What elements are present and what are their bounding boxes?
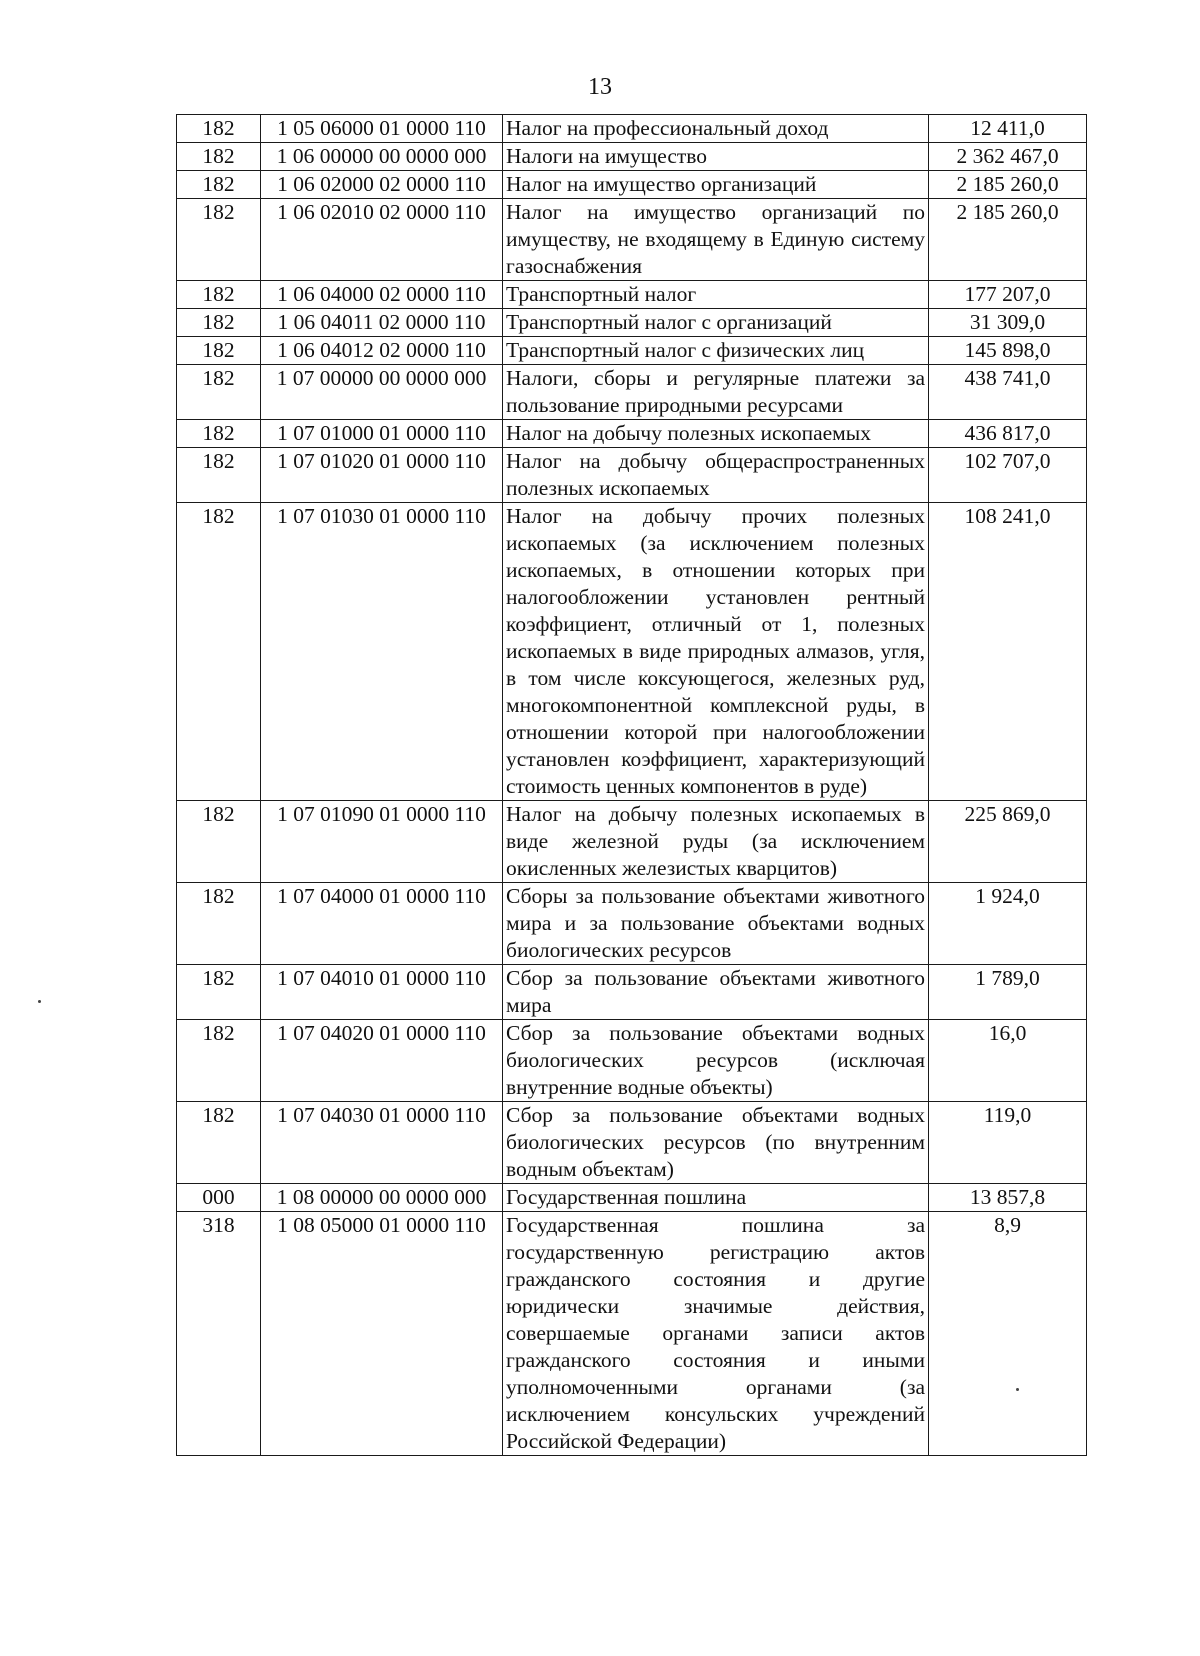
budget-classification-code-cell: 1 06 04000 02 0000 110 bbox=[261, 281, 503, 309]
table-row bbox=[177, 1184, 1087, 1212]
amount-cell: 145 898,0 bbox=[929, 337, 1087, 365]
budget-classification-code-cell: 1 07 01090 01 0000 110 bbox=[261, 801, 503, 883]
revenue-name-cell: Транспортный налог с физических лиц bbox=[503, 337, 929, 365]
budget-classification-code-cell: 1 06 04011 02 0000 110 bbox=[261, 309, 503, 337]
amount-cell: 2 362 467,0 bbox=[929, 143, 1087, 171]
budget-classification-code-cell: 1 07 00000 00 0000 000 bbox=[261, 365, 503, 420]
table-row bbox=[177, 883, 1087, 965]
budget-classification-code-cell: 1 06 02000 02 0000 110 bbox=[261, 171, 503, 199]
budget-classification-code-cell: 1 07 04030 01 0000 110 bbox=[261, 1102, 503, 1184]
revenue-name-cell: Налог на профессиональный доход bbox=[503, 115, 929, 143]
revenue-name-cell: Налог на имущество организаций по имуществу, не входящему в Единую систему газоснабжения bbox=[503, 199, 929, 281]
table-row bbox=[177, 199, 1087, 281]
admin-code-cell: 182 bbox=[177, 171, 261, 199]
amount-cell: 12 411,0 bbox=[929, 115, 1087, 143]
revenue-name-cell: Сбор за пользование объектами водных биологических ресурсов (по внутренним водным объектам) bbox=[503, 1102, 929, 1184]
table-row bbox=[177, 309, 1087, 337]
revenue-name-cell: Транспортный налог с организаций bbox=[503, 309, 929, 337]
budget-classification-code-cell: 1 07 01030 01 0000 110 bbox=[261, 503, 503, 801]
amount-cell: 119,0 bbox=[929, 1102, 1087, 1184]
revenue-name-cell: Сбор за пользование объектами животного мира bbox=[503, 965, 929, 1020]
amount-cell: 2 185 260,0 bbox=[929, 171, 1087, 199]
admin-code-cell: 182 bbox=[177, 199, 261, 281]
table-row bbox=[177, 281, 1087, 309]
revenue-table-body bbox=[177, 115, 1087, 1456]
amount-cell: 108 241,0 bbox=[929, 503, 1087, 801]
budget-classification-code-cell: 1 06 00000 00 0000 000 bbox=[261, 143, 503, 171]
budget-classification-code-cell: 1 05 06000 01 0000 110 bbox=[261, 115, 503, 143]
admin-code-cell: 182 bbox=[177, 309, 261, 337]
revenue-name-cell: Транспортный налог bbox=[503, 281, 929, 309]
revenue-name-cell: Государственная пошлина bbox=[503, 1184, 929, 1212]
budget-classification-code-cell: 1 06 04012 02 0000 110 bbox=[261, 337, 503, 365]
budget-classification-code-cell: 1 07 04010 01 0000 110 bbox=[261, 965, 503, 1020]
admin-code-cell: 182 bbox=[177, 503, 261, 801]
amount-cell: 436 817,0 bbox=[929, 420, 1087, 448]
table-row bbox=[177, 115, 1087, 143]
admin-code-cell: 182 bbox=[177, 281, 261, 309]
admin-code-cell: 182 bbox=[177, 143, 261, 171]
admin-code-cell: 182 bbox=[177, 1102, 261, 1184]
table-row bbox=[177, 1020, 1087, 1102]
table-row bbox=[177, 337, 1087, 365]
table-row bbox=[177, 1212, 1087, 1456]
scan-speck bbox=[1016, 1388, 1019, 1391]
table-row bbox=[177, 1102, 1087, 1184]
budget-classification-code-cell: 1 08 00000 00 0000 000 bbox=[261, 1184, 503, 1212]
revenue-table bbox=[176, 114, 1087, 1456]
amount-cell: 1 789,0 bbox=[929, 965, 1087, 1020]
amount-cell: 1 924,0 bbox=[929, 883, 1087, 965]
admin-code-cell: 318 bbox=[177, 1212, 261, 1456]
revenue-name-cell: Налог на добычу полезных ископаемых bbox=[503, 420, 929, 448]
admin-code-cell: 182 bbox=[177, 337, 261, 365]
scan-speck bbox=[38, 1000, 41, 1003]
admin-code-cell: 182 bbox=[177, 1020, 261, 1102]
admin-code-cell: 182 bbox=[177, 420, 261, 448]
admin-code-cell: 182 bbox=[177, 448, 261, 503]
amount-cell: 8,9 bbox=[929, 1212, 1087, 1456]
table-row bbox=[177, 448, 1087, 503]
amount-cell: 31 309,0 bbox=[929, 309, 1087, 337]
revenue-name-cell: Налоги, сборы и регулярные платежи за пользование природными ресурсами bbox=[503, 365, 929, 420]
amount-cell: 225 869,0 bbox=[929, 801, 1087, 883]
admin-code-cell: 182 bbox=[177, 883, 261, 965]
table-row bbox=[177, 503, 1087, 801]
table-row bbox=[177, 143, 1087, 171]
admin-code-cell: 000 bbox=[177, 1184, 261, 1212]
table-row bbox=[177, 365, 1087, 420]
amount-cell: 438 741,0 bbox=[929, 365, 1087, 420]
admin-code-cell: 182 bbox=[177, 365, 261, 420]
revenue-name-cell: Налог на добычу прочих полезных ископаемых (за исключением полезных ископаемых, в отношении которых при налогообложении установлен рентный коэффициент, отличный от 1, полезных ископаемых в виде природных алмазов, угля, в том числе коксующегося, железных руд, многокомпонентной комплексной руды, в отношении которой при налогообложении установлен коэффициент, характеризующий стоимость ценных компонентов в руде) bbox=[503, 503, 929, 801]
revenue-name-cell: Налог на имущество организаций bbox=[503, 171, 929, 199]
table-row bbox=[177, 965, 1087, 1020]
budget-classification-code-cell: 1 07 04020 01 0000 110 bbox=[261, 1020, 503, 1102]
admin-code-cell: 182 bbox=[177, 965, 261, 1020]
admin-code-cell: 182 bbox=[177, 115, 261, 143]
amount-cell: 16,0 bbox=[929, 1020, 1087, 1102]
revenue-name-cell: Государственная пошлина за государственную регистрацию актов гражданского состояния и другие юридически значимые действия, совершаемые органами записи актов гражданского состояния и иными уполномоченными органами (за исключением консульских учреждений Российской Федерации) bbox=[503, 1212, 929, 1456]
revenue-name-cell: Налог на добычу общераспространенных полезных ископаемых bbox=[503, 448, 929, 503]
amount-cell: 2 185 260,0 bbox=[929, 199, 1087, 281]
budget-classification-code-cell: 1 07 01000 01 0000 110 bbox=[261, 420, 503, 448]
budget-classification-code-cell: 1 06 02010 02 0000 110 bbox=[261, 199, 503, 281]
revenue-name-cell: Налог на добычу полезных ископаемых в виде железной руды (за исключением окисленных железистых кварцитов) bbox=[503, 801, 929, 883]
table-row bbox=[177, 171, 1087, 199]
budget-classification-code-cell: 1 07 01020 01 0000 110 bbox=[261, 448, 503, 503]
table-row bbox=[177, 420, 1087, 448]
revenue-name-cell: Налоги на имущество bbox=[503, 143, 929, 171]
budget-classification-code-cell: 1 08 05000 01 0000 110 bbox=[261, 1212, 503, 1456]
amount-cell: 13 857,8 bbox=[929, 1184, 1087, 1212]
revenue-name-cell: Сбор за пользование объектами водных биологических ресурсов (исключая внутренние водные объекты) bbox=[503, 1020, 929, 1102]
revenue-name-cell: Сборы за пользование объектами животного мира и за пользование объектами водных биологических ресурсов bbox=[503, 883, 929, 965]
page-number: 13 bbox=[588, 74, 612, 100]
budget-classification-code-cell: 1 07 04000 01 0000 110 bbox=[261, 883, 503, 965]
amount-cell: 177 207,0 bbox=[929, 281, 1087, 309]
table-row bbox=[177, 801, 1087, 883]
amount-cell: 102 707,0 bbox=[929, 448, 1087, 503]
admin-code-cell: 182 bbox=[177, 801, 261, 883]
